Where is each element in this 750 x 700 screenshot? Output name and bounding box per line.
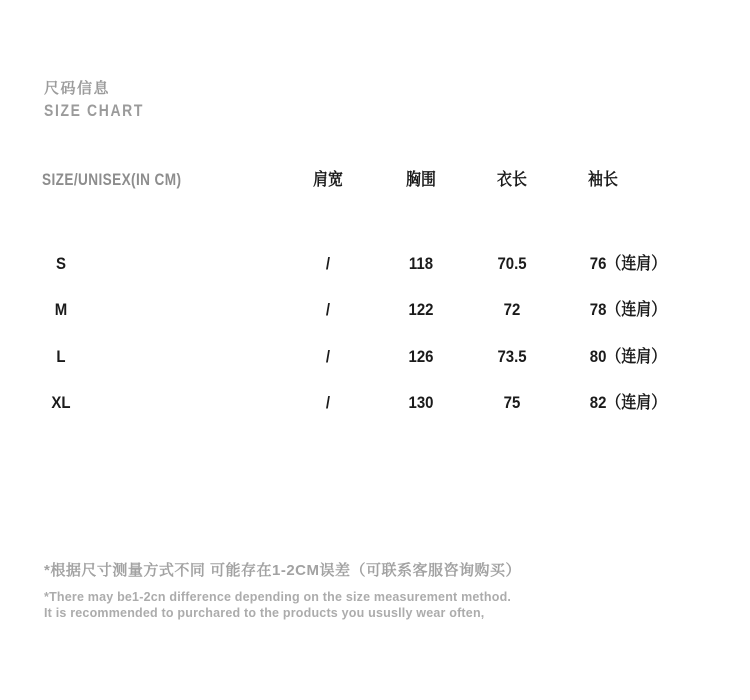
- length-cell: 70.5: [497, 254, 527, 273]
- section-title-zh: 尺码信息: [44, 80, 111, 97]
- sleeve-cell: 82（连肩）: [589, 393, 667, 412]
- bust-cell: 130: [408, 393, 434, 412]
- footnote-en-line2: It is recommended to purchared to the products you ususlly wear often,: [44, 606, 485, 620]
- table-header-length: 衣长: [497, 170, 527, 189]
- table-header-sleeve: 袖长: [588, 170, 618, 189]
- shoulder-cell: /: [325, 254, 331, 273]
- footnote-en-line1: *There may be1-2cn difference depending on the size measurement method.: [44, 590, 512, 604]
- section-title-en: SIZE CHART: [44, 101, 145, 120]
- sleeve-cell: 80（连肩）: [589, 347, 667, 366]
- table-row: [0, 299, 750, 321]
- bust-cell: 126: [408, 347, 434, 366]
- size-cell: M: [54, 300, 68, 319]
- length-cell: 75: [503, 393, 521, 412]
- table-row: [0, 346, 750, 368]
- table-row: [0, 253, 750, 275]
- size-cell: S: [56, 254, 66, 273]
- sleeve-cell: 76（连肩）: [589, 254, 667, 273]
- sleeve-cell: 78（连肩）: [589, 300, 667, 319]
- table-header-shoulder: 肩宽: [313, 170, 343, 189]
- size-cell: XL: [51, 393, 71, 412]
- table-header-row: [0, 169, 750, 191]
- table-row: [0, 392, 750, 414]
- size-cell: L: [56, 347, 66, 366]
- length-cell: 72: [503, 300, 521, 319]
- shoulder-cell: /: [325, 300, 331, 319]
- table-header-size-label: SIZE/UNISEX(IN CM): [42, 170, 182, 189]
- shoulder-cell: /: [325, 393, 331, 412]
- bust-cell: 122: [408, 300, 434, 319]
- bust-cell: 118: [408, 254, 434, 273]
- shoulder-cell: /: [325, 347, 331, 366]
- table-header-bust: 胸围: [406, 170, 436, 189]
- length-cell: 73.5: [497, 347, 527, 366]
- footnote-zh: *根据尺寸测量方式不同 可能存在1-2CM误差（可联系客服咨询购买）: [44, 562, 522, 579]
